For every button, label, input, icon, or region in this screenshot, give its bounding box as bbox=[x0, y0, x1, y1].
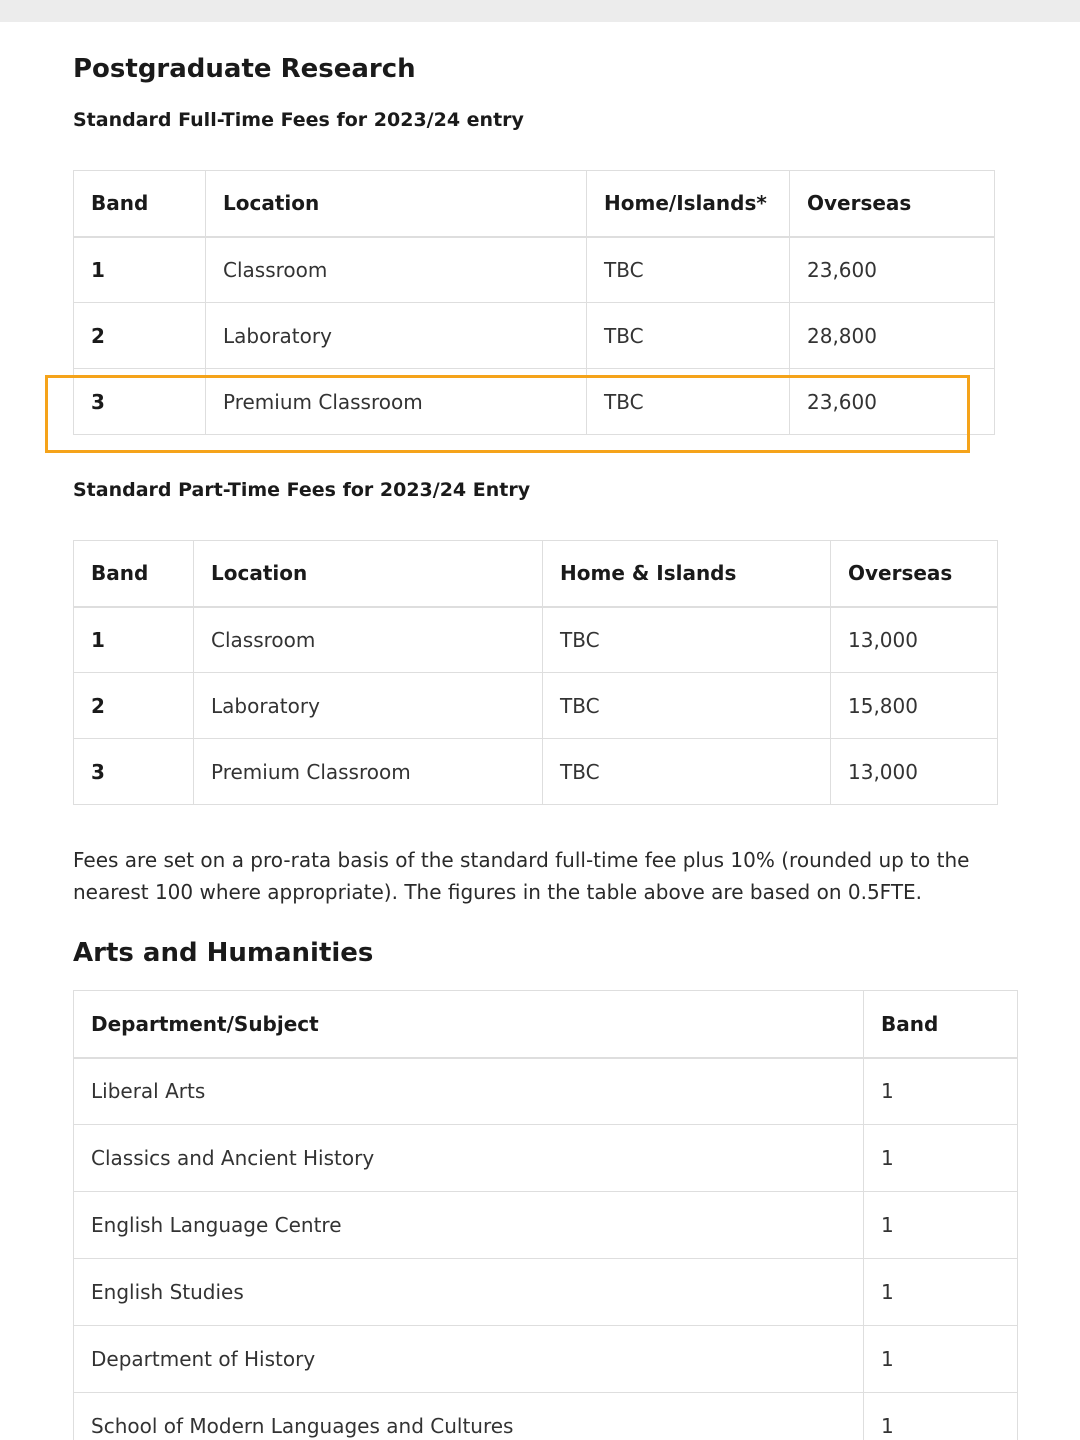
table-row bbox=[74, 607, 998, 673]
location-cell: Classroom bbox=[206, 237, 587, 303]
location-cell: Premium Classroom bbox=[194, 739, 543, 805]
subject-cell: Liberal Arts bbox=[74, 1058, 864, 1125]
band-cell: 1 bbox=[864, 1326, 1018, 1393]
full-time-fees-table bbox=[73, 170, 995, 435]
band-cell: 1 bbox=[864, 1192, 1018, 1259]
column-header-band: Band bbox=[74, 541, 194, 607]
home-fee-cell: TBC bbox=[543, 607, 831, 673]
table-row-highlighted bbox=[74, 369, 995, 435]
overseas-fee-cell: 13,000 bbox=[831, 739, 998, 805]
overseas-fee-cell: 28,800 bbox=[790, 303, 995, 369]
column-header-location: Location bbox=[206, 171, 587, 237]
table-row bbox=[74, 739, 998, 805]
column-header-band: Band bbox=[864, 991, 1018, 1058]
page-title: Postgraduate Research bbox=[73, 54, 416, 84]
column-header-subject: Department/Subject bbox=[74, 991, 864, 1058]
location-cell: Premium Classroom bbox=[206, 369, 587, 435]
arts-humanities-table bbox=[73, 990, 1018, 1440]
table-row bbox=[74, 237, 995, 303]
band-cell: 1 bbox=[864, 1125, 1018, 1192]
band-cell: 1 bbox=[74, 237, 206, 303]
full-time-fees-title: Standard Full-Time Fees for 2023/24 entry bbox=[73, 109, 524, 131]
overseas-fee-cell: 23,600 bbox=[790, 369, 995, 435]
part-time-fees-title: Standard Part-Time Fees for 2023/24 Entry bbox=[73, 479, 531, 501]
table-header-row bbox=[74, 991, 1018, 1058]
band-cell: 2 bbox=[74, 303, 206, 369]
column-header-home: Home/Islands* bbox=[587, 171, 790, 237]
table-row bbox=[74, 1326, 1018, 1393]
table-row bbox=[74, 1393, 1018, 1440]
table-row bbox=[74, 1058, 1018, 1125]
band-cell: 1 bbox=[864, 1058, 1018, 1125]
column-header-home: Home & Islands bbox=[543, 541, 831, 607]
home-fee-cell: TBC bbox=[587, 237, 790, 303]
subject-cell: Department of History bbox=[74, 1326, 864, 1393]
band-cell: 3 bbox=[74, 739, 194, 805]
subject-cell: English Studies bbox=[74, 1259, 864, 1326]
home-fee-cell: TBC bbox=[543, 739, 831, 805]
subject-cell: Classics and Ancient History bbox=[74, 1125, 864, 1192]
location-cell: Classroom bbox=[194, 607, 543, 673]
table-header-row bbox=[74, 171, 995, 237]
table-row bbox=[74, 1259, 1018, 1326]
subject-cell: English Language Centre bbox=[74, 1192, 864, 1259]
location-cell: Laboratory bbox=[194, 673, 543, 739]
overseas-fee-cell: 13,000 bbox=[831, 607, 998, 673]
overseas-fee-cell: 23,600 bbox=[790, 237, 995, 303]
home-fee-cell: TBC bbox=[587, 303, 790, 369]
table-row bbox=[74, 303, 995, 369]
home-fee-cell: TBC bbox=[587, 369, 790, 435]
column-header-band: Band bbox=[74, 171, 206, 237]
band-cell: 3 bbox=[74, 369, 206, 435]
subject-cell: School of Modern Languages and Cultures bbox=[74, 1393, 864, 1440]
table-row bbox=[74, 1192, 1018, 1259]
column-header-overseas: Overseas bbox=[831, 541, 998, 607]
column-header-location: Location bbox=[194, 541, 543, 607]
band-cell: 1 bbox=[864, 1259, 1018, 1326]
top-bar bbox=[0, 0, 1080, 22]
band-cell: 1 bbox=[864, 1393, 1018, 1440]
part-time-fees-table bbox=[73, 540, 998, 805]
band-cell: 2 bbox=[74, 673, 194, 739]
band-cell: 1 bbox=[74, 607, 194, 673]
fees-note: Fees are set on a pro-rata basis of the standard full-time fee plus 10% (rounded up to the nearest 100 where appropriate). The figures in the table above are based on 0.5FTE. bbox=[73, 848, 970, 904]
location-cell: Laboratory bbox=[206, 303, 587, 369]
overseas-fee-cell: 15,800 bbox=[831, 673, 998, 739]
column-header-overseas: Overseas bbox=[790, 171, 995, 237]
table-header-row bbox=[74, 541, 998, 607]
home-fee-cell: TBC bbox=[543, 673, 831, 739]
table-row bbox=[74, 1125, 1018, 1192]
table-row bbox=[74, 673, 998, 739]
arts-humanities-heading: Arts and Humanities bbox=[73, 938, 374, 968]
